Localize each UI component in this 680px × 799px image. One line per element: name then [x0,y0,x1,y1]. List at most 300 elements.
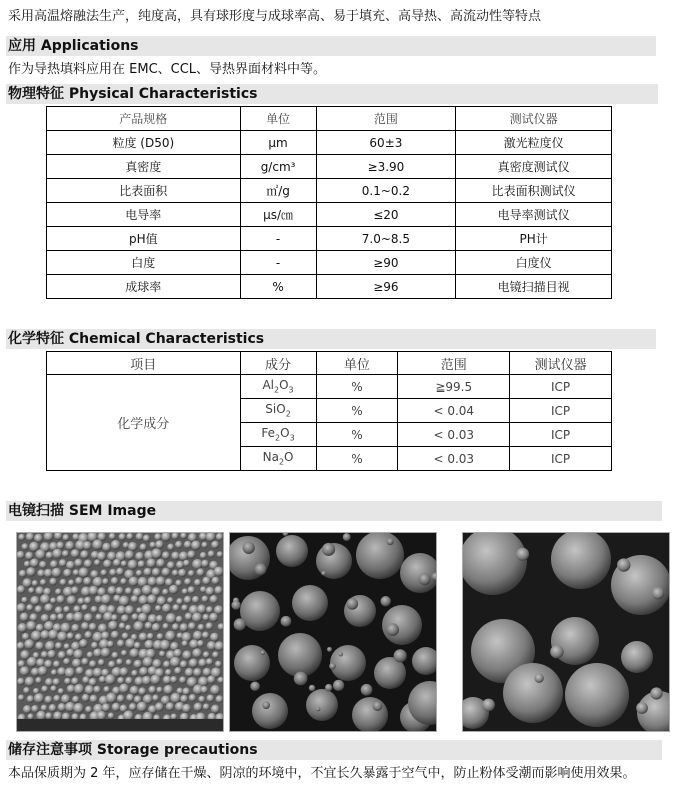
particle [167,544,174,551]
particle [387,538,394,545]
particle [51,669,57,675]
particle [119,623,126,630]
particle [27,657,38,668]
particle [617,558,630,571]
particle [24,561,31,568]
sem-image-low-mag [16,532,224,732]
table-row [47,251,612,275]
particle [189,694,197,702]
particle [209,613,218,622]
particle [140,543,147,550]
particle [44,603,53,612]
particle [100,569,107,576]
particle [116,568,124,576]
particle [176,561,184,569]
particle [306,689,338,721]
particle [112,703,121,712]
particle [196,568,204,576]
particle [188,622,196,630]
particle [65,667,75,677]
particle [103,559,112,568]
row-unit: μs/㎝ [240,203,316,227]
particle [201,542,207,548]
particle [109,533,116,540]
particle [327,647,332,652]
particle [39,561,47,569]
particle [163,685,173,695]
particle [111,652,118,659]
particle [135,552,144,561]
particle [206,622,214,630]
particle [565,663,629,727]
particle [131,670,138,677]
particle [185,668,194,677]
particle [84,613,93,622]
particle [35,605,43,613]
particle [121,614,129,622]
particle [56,595,65,604]
particle [167,561,175,569]
particle [23,687,30,694]
particle [83,577,92,586]
particle [97,711,107,721]
row-instrument: 电镜扫描目视 [456,275,612,299]
chemical-header-row [47,352,612,375]
particle [170,676,177,683]
particle [373,701,383,711]
particle [44,696,52,704]
particle [45,712,52,719]
particle [208,550,215,557]
particle [20,666,30,676]
row-instrument: ICP [510,375,612,399]
particle [72,696,79,703]
row-name: 成球率 [47,275,241,299]
particle [142,585,153,596]
sem-image-high-mag [462,532,670,732]
particle [147,558,157,568]
particle [84,559,93,568]
particle [139,667,148,676]
chemical-table [46,351,612,471]
particle [192,596,200,604]
particle [117,640,125,648]
row-instrument: ICP [510,399,612,423]
particle [162,551,170,559]
particle [534,673,543,682]
particle [24,639,34,649]
particle [75,577,83,585]
particle [55,642,62,649]
particle [347,598,359,610]
physical-header-row [47,107,612,131]
component-cell: SiO$_2$ [240,399,316,423]
particle [159,651,165,657]
particle [23,705,32,714]
particle [89,586,99,596]
particle [166,702,175,711]
particle [160,640,171,651]
particle [152,623,161,632]
particle [419,573,431,585]
particle [131,595,139,603]
particle [111,577,119,585]
particle [122,632,129,639]
particle [63,606,70,613]
particle [59,559,67,567]
particle [172,604,179,611]
particle [202,577,210,585]
particle [44,621,54,631]
particle [99,676,106,683]
particle [105,674,116,685]
particle [129,703,137,711]
particle [119,684,129,694]
particle [174,667,182,675]
header-range: 范围 [316,107,456,131]
particle [148,686,156,694]
particle [503,663,563,723]
row-range: ≥90 [316,251,456,275]
particle [182,704,191,713]
particle [166,613,177,624]
particle [163,661,170,668]
particle [339,652,344,657]
header-unit: 单位 [316,352,398,375]
particle [28,587,35,594]
particle [64,678,71,685]
particle [111,540,121,550]
particle [234,645,270,681]
particle [63,658,70,665]
particle [152,695,159,702]
particle [119,533,126,540]
row-instrument: ICP [510,447,612,471]
applications-text: 作为导热填料应用在 EMC、CCL、导热界面材料中等。 [8,62,327,77]
particle [175,541,183,549]
particle [58,703,67,712]
particle [107,641,114,648]
header-range: 范围 [398,352,510,375]
particle [170,693,181,704]
particle [90,695,98,703]
particle [34,693,44,703]
particle [55,606,63,614]
particle [119,596,130,607]
particle [17,603,26,612]
particle [252,693,288,729]
particle [26,567,36,577]
particle [130,686,139,695]
row-instrument: 电导率测试仪 [456,203,612,227]
particle [53,695,60,702]
particle [101,648,111,658]
particle [27,713,33,719]
particle [125,587,132,594]
particle [138,687,146,695]
row-range: < 0.04 [398,399,510,423]
particle [83,541,92,550]
particle [101,631,110,640]
particle [31,705,39,713]
particle [180,695,188,703]
particle [316,707,320,711]
particle [144,640,154,650]
particle [35,677,42,684]
row-range: 0.1~0.2 [316,179,456,203]
particle [281,616,292,627]
particle [49,578,57,586]
particle [194,579,201,586]
particle [147,594,157,604]
particle [56,541,64,549]
particle [182,650,192,660]
particle [198,696,205,703]
particle [66,561,75,570]
particle [192,648,202,658]
sem-heading: 电镜扫描 SEM Image [6,501,662,521]
particle [202,631,209,638]
particle [156,687,162,693]
particle [325,684,332,691]
particle [180,623,189,632]
particle [133,621,144,632]
table-row [47,227,612,251]
particle [211,577,219,585]
particle [65,541,74,550]
particle [125,625,132,632]
particle [36,658,45,667]
particle [321,571,326,576]
particle [85,685,95,695]
particle [113,559,121,567]
particle [108,661,116,669]
row-range: ≥96 [316,275,456,299]
particle [41,651,48,658]
particle [108,712,115,719]
particle [167,597,174,604]
particle [133,660,142,669]
particle [94,559,101,566]
particle [185,613,193,621]
particle [73,703,84,714]
particle [25,677,35,687]
particle [35,586,44,595]
particle [250,681,260,691]
particle [194,702,203,711]
header-component: 成分 [240,352,316,375]
particle [117,677,124,684]
particle [155,540,164,549]
particle [121,560,128,567]
particle [154,533,161,540]
particle [50,560,58,568]
particle [382,605,422,645]
particle [234,618,246,630]
particle [172,623,179,630]
particle [18,694,25,701]
component-cell: $Fe_2O_3$ [240,423,316,447]
particle [29,613,37,621]
particle [139,632,148,641]
particle [66,649,74,657]
particle [108,621,118,631]
particle [62,550,69,557]
particle [81,622,89,630]
particle [41,705,48,712]
particle [162,589,169,596]
particle [30,558,39,567]
particle [394,649,407,662]
particle [50,685,57,692]
row-name: pH值 [47,227,241,251]
particle [76,667,84,675]
particle [91,642,98,649]
particle [261,651,265,655]
particle [193,668,202,677]
chemical-item-cell: 化学成分 [47,375,241,471]
particle [183,560,190,567]
particle [84,631,92,639]
particle [182,640,189,647]
particle [93,686,101,694]
particle [156,559,165,568]
header-instrument: 测试仪器 [510,352,612,375]
particle [52,678,60,686]
particle [21,543,28,550]
row-range: < 0.03 [398,447,510,471]
particle [294,672,308,686]
particle [309,685,316,692]
intro-text: 采用高温熔融法生产，纯度高，具有球形度与成球率高、易于填充、高导热、高流动性等特点 [8,9,542,24]
particle [58,688,64,694]
particle [176,616,183,623]
table-row [47,131,612,155]
particle [211,541,219,549]
particle [165,631,176,642]
particle [106,693,117,704]
particle [172,570,179,577]
particle [149,542,156,549]
table-row [47,155,612,179]
particle [81,604,88,611]
particle [74,559,83,568]
particle [92,539,103,550]
particle [214,586,222,594]
particle [201,595,208,602]
particle [89,623,97,631]
particle [240,591,280,631]
particle [188,570,195,577]
particle [58,651,66,659]
particle [41,685,48,692]
particle [31,631,42,642]
particle [78,567,88,577]
particle [652,587,664,599]
particle [102,578,109,585]
particle [211,705,220,714]
particle [63,569,72,578]
particle [85,706,92,713]
particle [191,540,201,550]
particle [292,585,328,621]
storage-heading: 储存注意事项 Storage precautions [6,740,662,760]
particle [19,570,27,578]
row-range: 60±3 [316,131,456,155]
particle [126,659,133,666]
particle [262,701,270,709]
particle [278,633,322,677]
particle [50,597,56,603]
particle [57,631,67,641]
particle [20,613,29,622]
row-unit: % [316,399,398,423]
row-instrument: 白度仪 [456,251,612,275]
particle [71,624,79,632]
particle [147,577,157,587]
particle [361,684,373,696]
particle [45,678,53,686]
particle [25,552,33,560]
particle [200,552,207,559]
particle [152,568,161,577]
particle [82,694,90,702]
component-cell: $Al_2O_3$ [240,375,316,399]
row-unit: - [240,227,316,251]
particle [117,695,125,703]
particle [68,579,74,585]
particle [111,631,119,639]
particle [145,622,153,630]
particle [621,641,653,673]
particle [67,595,77,605]
particle [482,699,495,712]
sem-image-mid-mag [229,532,437,732]
particle [79,639,88,648]
particle [77,597,84,604]
row-unit: - [240,251,316,275]
particle [143,568,152,577]
particle [173,649,182,658]
row-name: 粒度 (D50) [47,131,241,155]
row-range: ≥3.90 [316,155,456,179]
particle [516,548,529,561]
particle [181,604,188,611]
particle [57,613,64,620]
particle [53,660,60,667]
header-unit: 单位 [240,107,316,131]
particle [178,569,186,577]
particle [125,550,134,559]
particle [165,669,172,676]
particle [111,614,118,621]
particle [650,687,662,699]
particle [40,579,47,586]
particle [84,597,92,605]
particle [203,651,210,658]
particle [47,650,56,659]
particle [73,605,80,612]
particle [125,677,133,685]
particle [636,702,648,714]
particle [162,623,169,630]
particle [102,543,111,552]
particle [206,658,213,665]
particle [26,621,36,631]
particle [73,649,83,659]
particle [17,678,25,686]
particle [102,703,111,712]
